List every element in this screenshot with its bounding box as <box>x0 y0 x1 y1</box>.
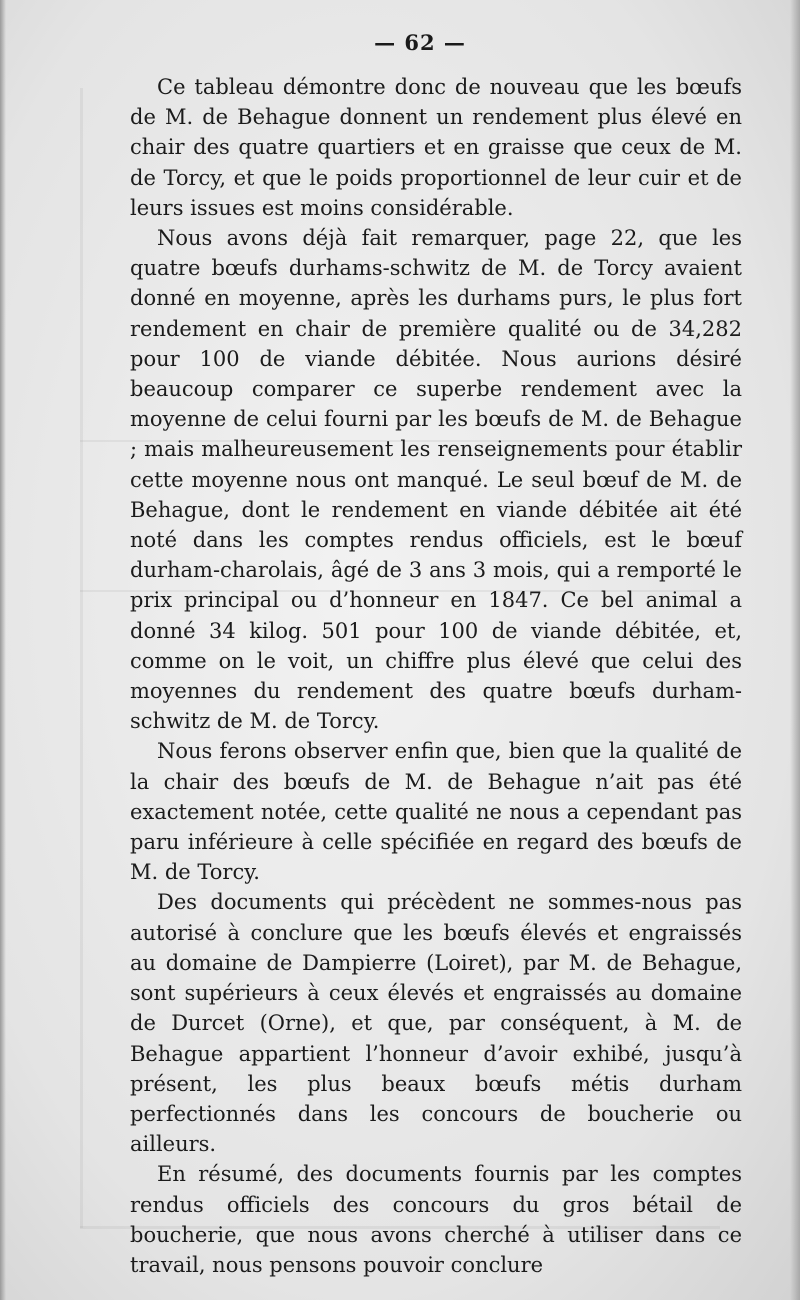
page-left-edge <box>0 0 6 1300</box>
body-text <box>130 72 742 1280</box>
paragraph: Ce tableau démontre donc de nouveau que les bœufs de M. de Behague donnent un rendement plus élevé en chair des quatre quartiers et en graisse que ceux de M. de Torcy, et que le poids proportionnel de leur cuir et de leurs issues est moins considérable. <box>130 75 742 220</box>
show-through-rule <box>80 88 83 1228</box>
paragraph: Nous ferons observer enfin que, bien que la qualité de la chair des bœufs de M. de Behague n’ait pas été exactement notée, cette qualité ne nous a cependant pas paru inférieure à celle spécifiée en regard des bœufs de M. de Torcy. <box>130 739 742 885</box>
page-number: — 62 — <box>374 30 466 55</box>
paragraph: En résumé, des documents fournis par les comptes rendus officiels des concours du gros bétail de boucherie, que nous avons cherché à utiliser dans ce travail, nous pensons pouvoir conclure <box>130 1162 742 1277</box>
paragraph: Des documents qui précèdent ne sommes-nous pas autorisé à conclure que les bœufs élevés et engraissés au domaine de Dampierre (Loiret), par M. de Behague, sont supérieurs à ceux élevés et engraissés au domaine de Durcet (Orne), et que, par conséquent, à M. de Behague appartient l’honneur d’avoir exhibé, jusqu’à présent, les plus beaux bœufs métis durham perfectionnés dans les concours de boucherie ou ailleurs. <box>130 890 742 1157</box>
page-right-edge <box>790 0 800 1300</box>
paragraph: Nous avons déjà fait remarquer, page 22, que les quatre bœufs durhams-schwitz de M. de Torcy avaient donné en moyenne, après les durhams purs, le plus fort rendement en chair de première qualité ou de 34,282 pour 100 de viande débitée. Nous aurions désiré beaucoup comparer ce superbe rendement avec la moyenne de celui fourni par les bœufs de M. de Behague ; mais malheureusement les renseignements pour établir cette moyenne nous ont manqué. Le seul bœuf de M. de Behague, dont le rendement en viande débitée ait été noté dans les comptes rendus officiels, est le bœuf durham-charolais, âgé de 3 ans 3 mois, qui a remporté le prix principal ou d’honneur en 1847. Ce bel animal a donné 34 kilog. 501 pour 100 de viande débitée, et, comme on le voit, un chiffre plus élevé que celui des moyennes du rendement des quatre bœufs durham-schwitz de M. de Torcy. <box>130 226 742 734</box>
